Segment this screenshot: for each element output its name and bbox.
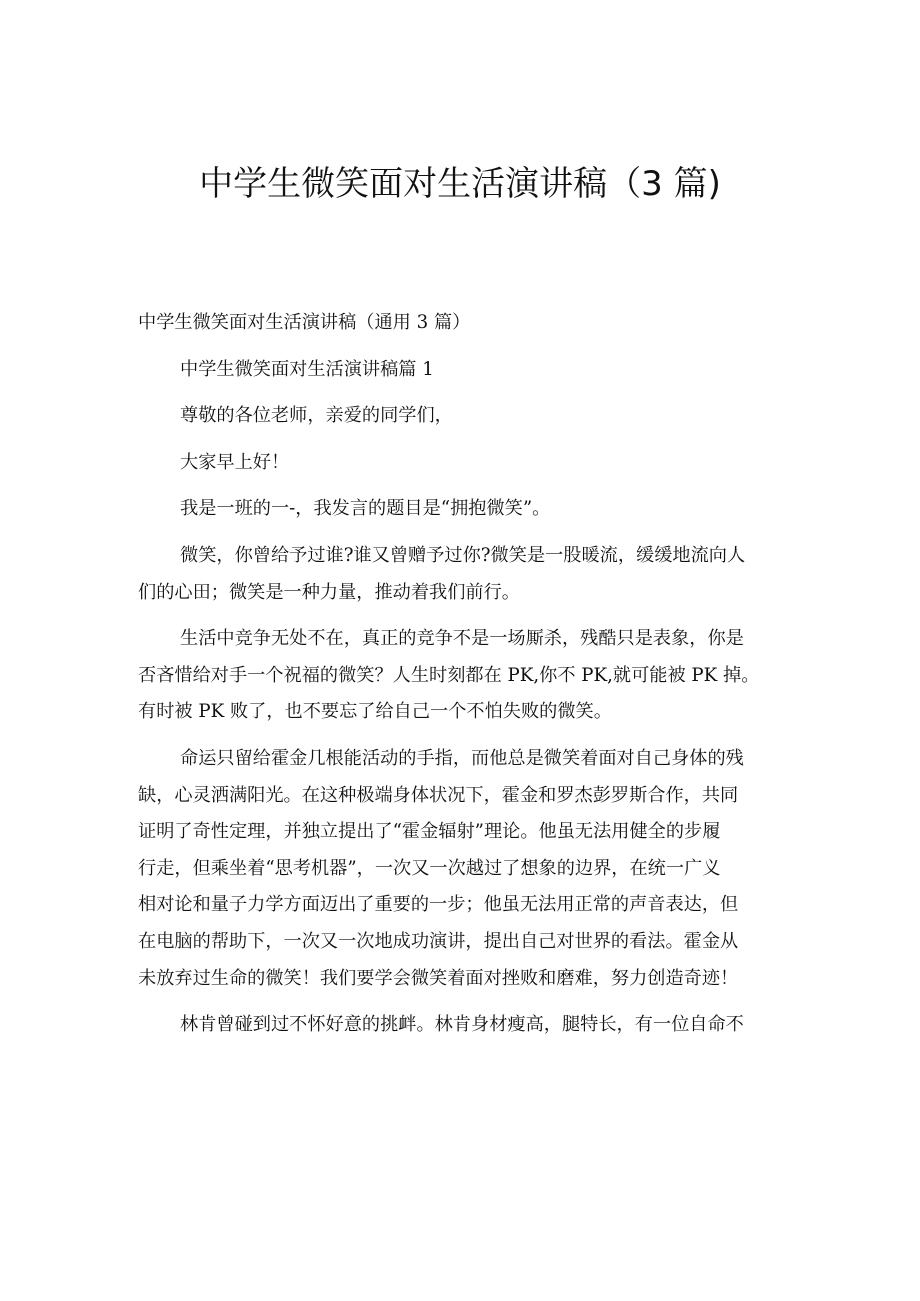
greeting-line: 尊敬的各位老师，亲爱的同学们，	[180, 405, 453, 427]
document-title: 中学生微笑面对生活演讲稿（3 篇)	[199, 164, 721, 204]
paragraph-line: 生活中竞争无处不在，真正的竞争不是一场厮杀，残酷只是表象，你是	[180, 628, 744, 650]
greeting-line: 大家早上好！	[180, 451, 290, 473]
paragraph-line: 微笑，你曾给予过谁?谁又曾赠予过你?微笑是一股暖流，缓缓地流向人	[180, 544, 746, 566]
paragraph-line: 命运只留给霍金几根能活动的手指，而他总是微笑着面对自己身体的残	[180, 747, 744, 769]
paragraph-line: 缺，心灵洒满阳光。在这种极端身体状况下，霍金和罗杰彭罗斯合作，共同	[138, 784, 739, 806]
paragraph-line: 证明了奇性定理，并独立提出了“霍金辐射”理论。他虽无法用健全的步履	[138, 821, 721, 843]
paragraph-line: 行走，但乘坐着“思考机器”，一次又一次越过了想象的边界，在统一广义	[138, 857, 721, 879]
paragraph-line: 相对论和量子力学方面迈出了重要的一步；他虽无法用正常的声音表达，但	[138, 894, 739, 916]
paragraph-line: 林肯曾碰到过不怀好意的挑衅。林肯身材瘦高，腿特长，有一位自命不	[180, 1014, 744, 1036]
document-body	[138, 305, 798, 1044]
paragraph-line: 我是一班的一-，我发言的题目是“拥抱微笑”。	[180, 498, 551, 520]
paragraph-line: 们的心田；微笑是一种力量，推动着我们前行。	[138, 581, 520, 603]
paragraph-line: 有时被 PK 败了，也不要忘了给自己一个不怕失败的微笑。	[138, 701, 612, 723]
paragraph-line: 未放弃过生命的微笑！我们要学会微笑着面对挫败和磨难，努力创造奇迹！	[138, 967, 739, 989]
section-heading: 中学生微笑面对生活演讲稿篇 1	[180, 358, 434, 380]
paragraph-line: 否吝惜给对手一个祝福的微笑？人生时刻都在 PK,你不 PK,就可能被 PK 掉。	[138, 664, 760, 686]
paragraph-line: 在电脑的帮助下，一次又一次地成功演讲，提出自己对世界的看法。霍金从	[138, 930, 739, 952]
subtitle-line: 中学生微笑面对生活演讲稿（通用 3 篇）	[138, 312, 471, 333]
